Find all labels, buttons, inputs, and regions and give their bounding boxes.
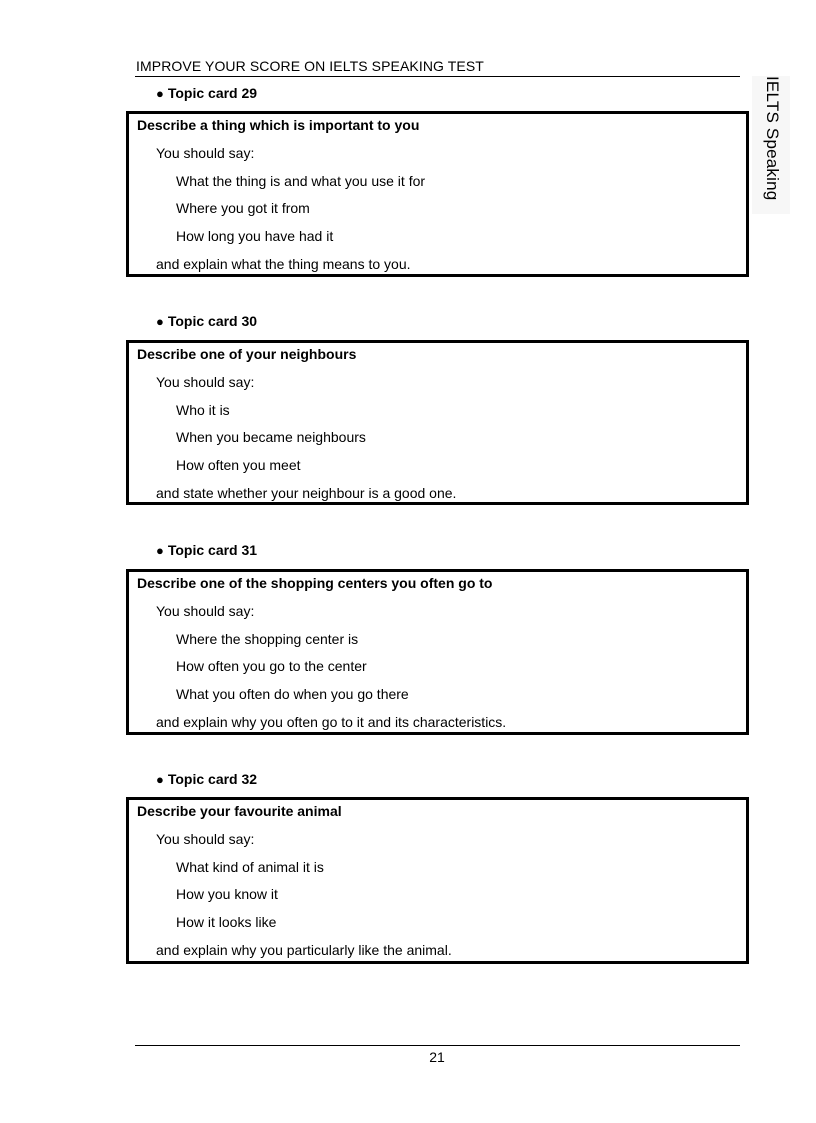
card-point: What you often do when you go there bbox=[176, 686, 409, 702]
card-closing: and explain why you particularly like the animal. bbox=[156, 942, 452, 958]
topic-card-box bbox=[126, 340, 749, 505]
topic-card-box bbox=[126, 797, 749, 964]
card-point: When you became neighbours bbox=[176, 429, 366, 445]
card-point: What the thing is and what you use it for bbox=[176, 173, 426, 189]
topic-card-heading bbox=[156, 85, 257, 101]
card-closing: and state whether your neighbour is a good one. bbox=[156, 485, 457, 501]
topic-card-number: Topic card 29 bbox=[167, 85, 258, 101]
card-point: How you know it bbox=[176, 886, 278, 902]
card-intro: You should say: bbox=[156, 603, 255, 619]
bullet-icon: ● bbox=[156, 772, 164, 787]
card-point: Where you got it from bbox=[176, 200, 310, 216]
card-point: How long you have had it bbox=[176, 228, 334, 244]
topic-card-heading bbox=[156, 542, 257, 558]
bullet-icon: ● bbox=[156, 543, 164, 558]
topic-card-box bbox=[126, 111, 749, 277]
bullet-icon: ● bbox=[156, 86, 164, 101]
card-closing: and explain why you often go to it and its characteristics. bbox=[156, 714, 507, 730]
topic-card-number: Topic card 30 bbox=[167, 313, 258, 329]
card-intro: You should say: bbox=[156, 145, 255, 161]
card-intro: You should say: bbox=[156, 374, 255, 390]
card-point: Who it is bbox=[176, 402, 230, 418]
card-point: How often you meet bbox=[176, 457, 301, 473]
page-number: 21 bbox=[429, 1049, 445, 1065]
topic-card-number: Topic card 32 bbox=[167, 771, 258, 787]
card-point: What kind of animal it is bbox=[176, 859, 324, 875]
topic-card-heading bbox=[156, 771, 257, 787]
topic-card-number: Topic card 31 bbox=[167, 542, 258, 558]
card-title: Describe one of your neighbours bbox=[137, 346, 357, 362]
topic-card-box bbox=[126, 569, 749, 735]
footer-rule bbox=[135, 1045, 740, 1046]
card-title: Describe a thing which is important to you bbox=[137, 117, 420, 133]
card-title: Describe your favourite animal bbox=[137, 803, 342, 819]
card-intro: You should say: bbox=[156, 831, 255, 847]
bullet-icon: ● bbox=[156, 314, 164, 329]
card-point: How it looks like bbox=[176, 914, 277, 930]
header-rule bbox=[135, 76, 740, 77]
card-point: Where the shopping center is bbox=[176, 631, 359, 647]
card-closing: and explain what the thing means to you. bbox=[156, 256, 411, 272]
side-tab-label: IELTS Speaking bbox=[763, 76, 782, 201]
running-header: IMPROVE YOUR SCORE ON IELTS SPEAKING TEST bbox=[136, 58, 484, 74]
card-point: How often you go to the center bbox=[176, 658, 367, 674]
card-title: Describe one of the shopping centers you often go to bbox=[137, 575, 493, 591]
topic-card-heading bbox=[156, 313, 257, 329]
